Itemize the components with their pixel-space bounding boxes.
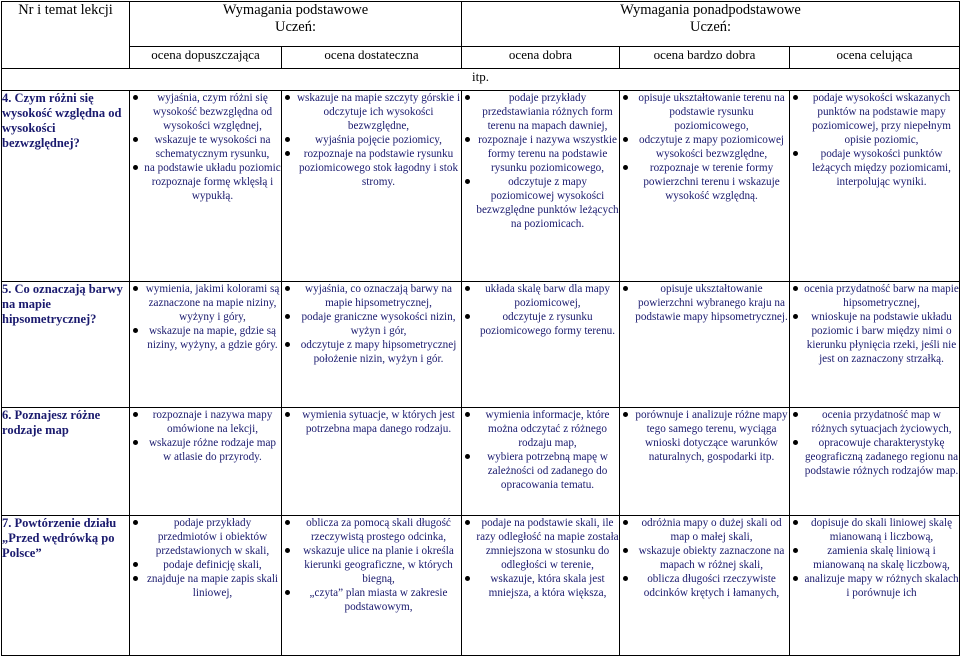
requirement-list xyxy=(790,516,959,600)
requirement-cell xyxy=(130,91,282,282)
requirement-item xyxy=(282,408,461,436)
requirement-list xyxy=(130,91,281,203)
requirement-text: rozpoznaje w terenie formy powierzchni terenu i wskazuje wysokość względną. xyxy=(643,162,780,202)
requirement-item xyxy=(282,91,461,133)
requirement-item xyxy=(130,436,281,464)
bullet-icon xyxy=(285,151,290,156)
requirement-cell xyxy=(462,91,620,282)
bullet-icon xyxy=(133,412,138,417)
bullet-icon xyxy=(623,165,628,170)
lesson-topic-text: 6. Poznajesz różne rodzaje map xyxy=(2,408,101,437)
requirement-list xyxy=(462,282,619,338)
requirement-item xyxy=(130,516,281,558)
bullet-icon xyxy=(133,520,138,525)
lesson-topic-text: 7. Powtórzenie działu „Przed wędrówką po Polsce” xyxy=(2,516,117,560)
bullet-icon xyxy=(285,314,290,319)
requirement-item xyxy=(462,91,619,133)
requirement-list xyxy=(130,282,281,352)
requirement-text: znajduje na mapie zapis skali liniowej, xyxy=(146,573,279,599)
requirement-text: wymienia informacje, które można odczytać z różnego rodzaju map, xyxy=(485,409,610,449)
requirement-text: opracowuje charakterystykę geograficzną zadanego regionu na podstawie różnych rodzajów map. xyxy=(804,437,959,477)
requirement-cell xyxy=(282,516,462,656)
requirement-item xyxy=(282,282,461,310)
requirement-item xyxy=(282,338,461,366)
requirements-table xyxy=(1,1,960,656)
requirement-text: wskazuje ulice na planie i określa kierunki geograficzne, w których biegną, xyxy=(303,545,454,585)
requirement-text: oblicza za pomocą skali długość rzeczywistą prostego odcinka, xyxy=(306,517,451,543)
requirement-text: oblicza długości rzeczywiste odcinków krętych i łamanych, xyxy=(643,573,780,599)
requirement-cell xyxy=(620,516,790,656)
requirement-text: zamienia skalę liniową i mianowaną na skalę liczbową, xyxy=(813,545,950,571)
requirement-list xyxy=(282,516,461,614)
requirement-list xyxy=(282,408,461,436)
bullet-icon xyxy=(793,95,798,100)
grade-header: ocena dobra xyxy=(462,47,620,69)
requirement-item xyxy=(620,282,789,324)
requirement-text: wnioskuje na podstawie układu poziomic i barw między nimi o kierunku płynięcia rzeki, jeśli nie jest on zaznaczony strzałką. xyxy=(806,311,957,365)
lesson-row xyxy=(2,408,960,516)
requirement-item xyxy=(620,544,789,572)
lesson-topic xyxy=(2,516,130,656)
requirement-cell xyxy=(462,516,620,656)
requirement-item xyxy=(462,310,619,338)
bullet-icon xyxy=(793,314,798,319)
lesson-topic xyxy=(2,408,130,516)
etc-note: itp. xyxy=(2,69,960,91)
requirement-item xyxy=(462,408,619,450)
bullet-icon xyxy=(623,520,628,525)
bullet-icon xyxy=(793,576,798,581)
bullet-icon xyxy=(133,576,138,581)
bullet-icon xyxy=(793,286,798,291)
requirement-text: dopisuje do skali liniowej skalę mianowaną i liczbową, xyxy=(810,517,953,543)
bullet-icon xyxy=(623,137,628,142)
requirement-item xyxy=(620,161,789,203)
requirement-cell xyxy=(620,408,790,516)
requirement-text: ocenia przydatność barw na mapie hipsometrycznej, xyxy=(804,283,959,309)
bullet-icon xyxy=(133,95,138,100)
header-row-etc xyxy=(2,69,960,91)
bullet-icon xyxy=(285,95,290,100)
requirement-text: ocenia przydatność map w różnych sytuacjach życiowych, xyxy=(811,409,952,435)
lesson-topic xyxy=(2,282,130,408)
bullet-icon xyxy=(793,548,798,553)
advanced-requirements-header: Wymagania ponadpodstawowe Uczeń: xyxy=(462,2,960,47)
requirement-list xyxy=(462,516,619,600)
bullet-icon xyxy=(285,548,290,553)
bullet-icon xyxy=(623,576,628,581)
requirement-cell xyxy=(462,408,620,516)
bullet-icon xyxy=(793,440,798,445)
bullet-icon xyxy=(285,590,290,595)
requirement-list xyxy=(790,408,959,478)
header-row-main xyxy=(2,2,960,47)
requirement-cell xyxy=(790,516,960,656)
requirement-text: „czyta” plan miasta w zakresie podstawowym, xyxy=(309,587,448,613)
requirement-item xyxy=(462,133,619,175)
bullet-icon xyxy=(793,412,798,417)
requirement-item xyxy=(790,516,959,544)
requirement-item xyxy=(282,544,461,586)
header-row-grades xyxy=(2,47,960,69)
requirement-item xyxy=(282,586,461,614)
requirement-text: wyjaśnia, czym różni się wysokość bezwzględna od wysokości względnej, xyxy=(152,92,273,132)
requirement-item xyxy=(130,324,281,352)
requirement-text: układa skalę barw dla mapy poziomicowej, xyxy=(485,283,610,309)
requirement-item xyxy=(620,516,789,544)
requirement-list xyxy=(620,516,789,600)
bullet-icon xyxy=(793,151,798,156)
requirement-text: podaje przykłady przedmiotów i obiektów przedstawionych w skali, xyxy=(155,517,270,557)
requirement-list xyxy=(130,516,281,600)
requirement-item xyxy=(130,558,281,572)
requirement-list xyxy=(790,91,959,189)
requirement-list xyxy=(790,282,959,366)
requirement-text: rozpoznaje na podstawie rysunku poziomicowego stok łagodny i stok stromy. xyxy=(298,148,459,188)
requirement-list xyxy=(620,282,789,324)
requirement-item xyxy=(282,516,461,544)
requirement-item xyxy=(282,133,461,147)
requirement-text: odczytuje z mapy poziomicowej wysokości bezwzględne, xyxy=(638,134,785,160)
requirement-item xyxy=(130,133,281,161)
requirement-text: wymienia sytuacje, w których jest potrzebna mapa danego rodzaju. xyxy=(302,409,455,435)
requirement-cell xyxy=(130,516,282,656)
lesson-row xyxy=(2,516,960,656)
requirement-text: podaje graniczne wysokości nizin, wyżyn i gór, xyxy=(301,311,456,337)
requirement-cell xyxy=(282,91,462,282)
bullet-icon xyxy=(133,328,138,333)
requirement-list xyxy=(462,91,619,231)
requirement-item xyxy=(790,310,959,366)
bullet-icon xyxy=(285,412,290,417)
grade-header: ocena celująca xyxy=(790,47,960,69)
grade-header: ocena bardzo dobra xyxy=(620,47,790,69)
lesson-topic xyxy=(2,91,130,282)
requirement-item xyxy=(790,147,959,189)
requirement-item xyxy=(130,408,281,436)
requirement-item xyxy=(790,572,959,600)
bullet-icon xyxy=(465,454,470,459)
requirement-text: opisuje ukształtowanie terenu na podstawie rysunku poziomicowego, xyxy=(638,92,785,132)
requirement-cell xyxy=(130,282,282,408)
requirement-text: podaje na podstawie skali, ile razy odległość na mapie została zmniejszona w stosunku do odległości w terenie, xyxy=(476,517,619,571)
bullet-icon xyxy=(285,520,290,525)
bullet-icon xyxy=(465,412,470,417)
requirement-cell xyxy=(282,408,462,516)
bullet-icon xyxy=(623,412,628,417)
bullet-icon xyxy=(623,95,628,100)
requirement-item xyxy=(282,310,461,338)
bullet-icon xyxy=(623,286,628,291)
requirement-text: analizuje mapy w różnych skalach i porównuje ich xyxy=(804,573,959,599)
requirement-cell xyxy=(790,282,960,408)
requirement-cell xyxy=(130,408,282,516)
requirement-text: wskazuje na mapie, gdzie są niziny, wyżyny, a gdzie góry. xyxy=(147,325,278,351)
requirement-list xyxy=(282,91,461,189)
requirement-item xyxy=(130,161,281,203)
bullet-icon xyxy=(465,314,470,319)
requirement-item xyxy=(462,516,619,572)
lesson-row xyxy=(2,282,960,408)
requirement-text: porównuje i analizuje różne mapy tego samego terenu, wyciąga wnioski dotyczące warunków naturalnych, gospodarki itp. xyxy=(635,409,788,463)
grade-header: ocena dopuszczająca xyxy=(130,47,282,69)
lesson-row xyxy=(2,91,960,282)
bullet-icon xyxy=(465,179,470,184)
requirement-list xyxy=(130,408,281,464)
requirement-cell xyxy=(620,282,790,408)
requirement-text: wskazuje, która skala jest mniejsza, a która większa, xyxy=(488,573,607,599)
requirement-text: odróżnia mapy o dużej skali od map o małej skali, xyxy=(641,517,782,543)
requirement-text: wskazuje te wysokości na schematycznym rysunku, xyxy=(154,134,271,160)
bullet-icon xyxy=(465,520,470,525)
requirement-text: wymienia, jakimi kolorami są zaznaczone na mapie niziny, wyżyny i góry, xyxy=(145,283,280,323)
requirement-text: podaje definicję skali, xyxy=(163,559,262,571)
requirement-text: wskazuje obiekty zaznaczone na mapach w różnej skali, xyxy=(638,545,785,571)
requirement-text: podaje przykłady przedstawiania różnych form terenu na mapach dawniej, xyxy=(482,92,613,132)
topic-column-header: Nr i temat lekcji xyxy=(2,2,130,69)
requirement-text: rozpoznaje i nazywa mapy omówione na lekcji, xyxy=(152,409,273,435)
requirement-item xyxy=(462,572,619,600)
requirement-item xyxy=(130,572,281,600)
bullet-icon xyxy=(465,576,470,581)
requirement-text: wskazuje na mapie szczyty górskie i odczytuje ich wysokości bezwzględne, xyxy=(296,92,461,132)
requirement-cell xyxy=(790,91,960,282)
lesson-topic-text: 4. Czym różni się wysokość względna od wysokości bezwzględnej? xyxy=(2,91,122,150)
bullet-icon xyxy=(623,548,628,553)
requirement-item xyxy=(620,133,789,161)
requirement-item xyxy=(790,408,959,436)
requirement-list xyxy=(620,408,789,464)
requirement-item xyxy=(462,175,619,231)
requirement-item xyxy=(282,147,461,189)
bullet-icon xyxy=(133,440,138,445)
bullet-icon xyxy=(285,286,290,291)
bullet-icon xyxy=(465,137,470,142)
requirement-item xyxy=(462,450,619,492)
requirement-text: na podstawie układu poziomic rozpoznaje formę wklęsłą i wypukłą. xyxy=(144,162,281,202)
bullet-icon xyxy=(133,562,138,567)
bullet-icon xyxy=(793,520,798,525)
requirement-item xyxy=(130,282,281,324)
requirement-text: podaje wysokości punktów leżących między poziomicami, interpolując wyniki. xyxy=(812,148,951,188)
requirement-text: wskazuje różne rodzaje map w atlasie do przyrody. xyxy=(148,437,277,463)
requirement-text: opisuje ukształtowanie powierzchni wybranego kraju na podstawie mapy hipsometrycznej. xyxy=(635,283,788,323)
requirement-text: odczytuje z mapy hipsometrycznej położenie nizin, wyżyn i gór. xyxy=(300,339,457,365)
requirement-item xyxy=(130,91,281,133)
bullet-icon xyxy=(133,137,138,142)
bullet-icon xyxy=(133,165,138,170)
requirement-text: wybiera potrzebną mapę w zależności od zadanego do opracowania tematu. xyxy=(487,451,608,491)
requirement-text: rozpoznaje i nazywa wszystkie formy terenu na podstawie rysunku poziomicowego, xyxy=(478,134,617,174)
requirement-item xyxy=(620,91,789,133)
requirement-cell xyxy=(620,91,790,282)
bullet-icon xyxy=(465,286,470,291)
requirement-cell xyxy=(790,408,960,516)
requirement-item xyxy=(462,282,619,310)
bullet-icon xyxy=(285,342,290,347)
requirement-item xyxy=(620,572,789,600)
requirement-cell xyxy=(462,282,620,408)
requirement-text: odczytuje z mapy poziomicowej wysokości bezwzględne punktów leżących na poziomicach. xyxy=(476,176,619,230)
requirement-item xyxy=(790,282,959,310)
requirement-item xyxy=(620,408,789,464)
requirement-list xyxy=(462,408,619,492)
requirement-cell xyxy=(282,282,462,408)
bullet-icon xyxy=(133,286,138,291)
basic-requirements-header: Wymagania podstawowe Uczeń: xyxy=(130,2,462,47)
requirement-item xyxy=(790,91,959,147)
requirement-list xyxy=(282,282,461,366)
requirement-text: podaje wysokości wskazanych punktów na podstawie mapy poziomicowej, przy niepełnym opisie poziomic, xyxy=(812,92,951,146)
requirement-text: odczytuje z rysunku poziomicowego formy terenu. xyxy=(479,311,616,337)
requirement-text: wyjaśnia, co oznaczają barwy na mapie hipsometrycznej, xyxy=(305,283,452,309)
lesson-topic-text: 5. Co oznaczają barwy na mapie hipsometrycznej? xyxy=(2,282,123,326)
requirement-list xyxy=(620,91,789,203)
requirement-item xyxy=(790,436,959,478)
requirement-item xyxy=(790,544,959,572)
bullet-icon xyxy=(285,137,290,142)
requirement-text: wyjaśnia pojęcie poziomicy, xyxy=(315,134,442,146)
bullet-icon xyxy=(465,95,470,100)
grade-header: ocena dostateczna xyxy=(282,47,462,69)
